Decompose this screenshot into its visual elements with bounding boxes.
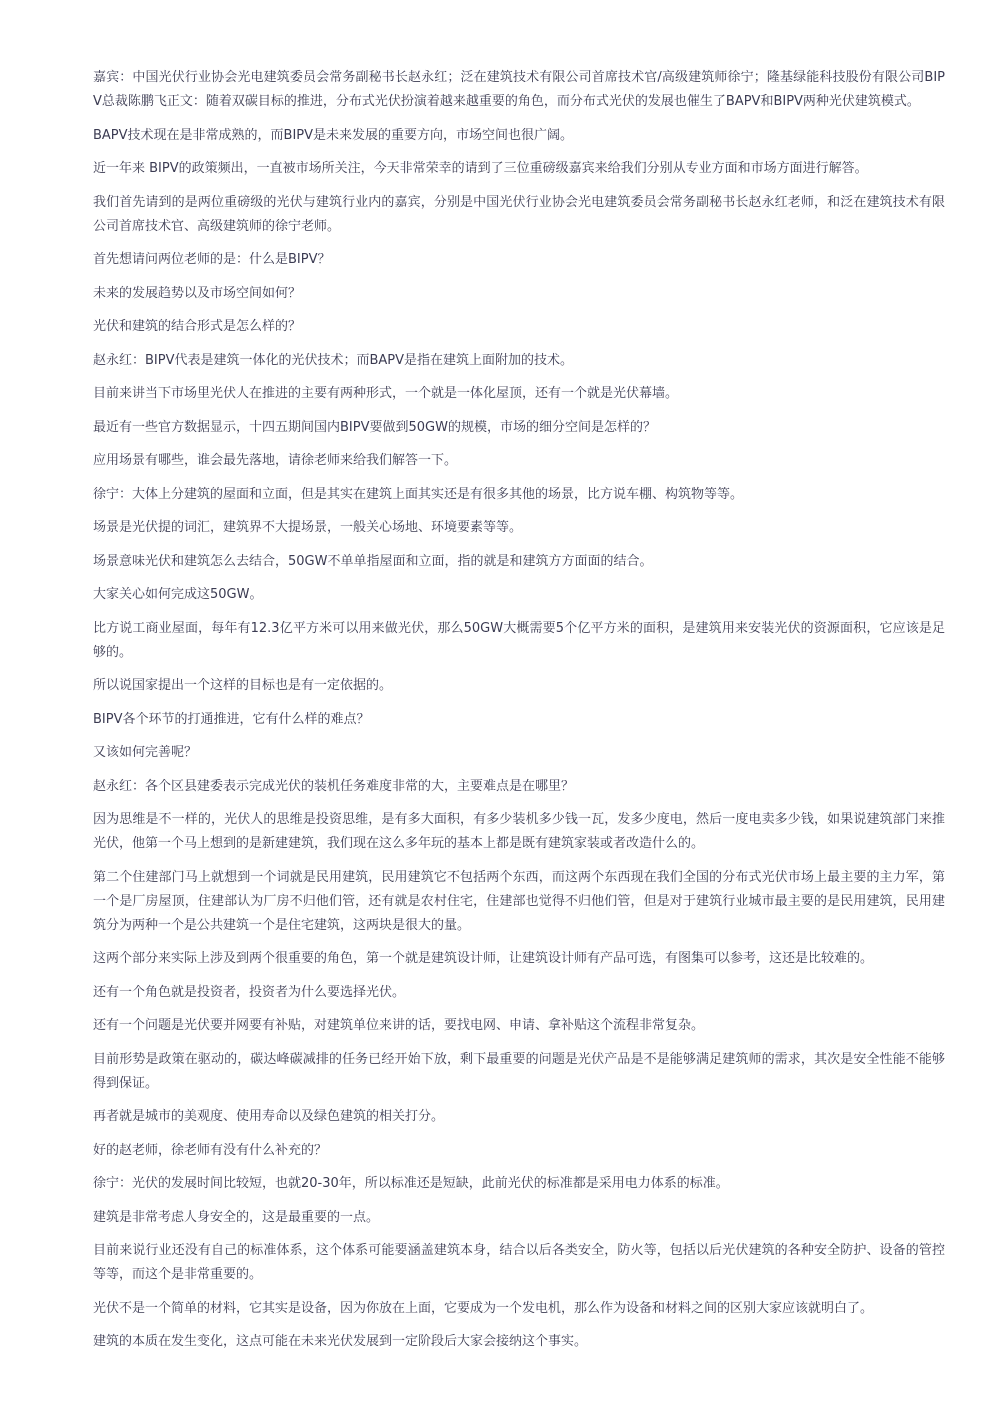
paragraph: 建筑的本质在发生变化，这点可能在未来光伏发展到一定阶段后大家会接纳这个事实。 <box>93 1334 588 1349</box>
paragraph: 还有一个角色就是投资者，投资者为什么要选择光伏。 <box>93 984 406 1000</box>
paragraph: 场景意味光伏和建筑怎么去结合，50GW不单单指屋面和立面，指的就是和建筑方方面面的结合。 <box>93 553 653 569</box>
paragraph: BIPV各个环节的打通推进，它有什么样的难点？ <box>93 711 370 727</box>
paragraph: 应用场景有哪些，谁会最先落地，请徐老师来给我们解答一下。 <box>93 453 458 468</box>
paragraph: 第二个住建部门马上就想到一个词就是民用建筑，民用建筑它不包括两个东西，而这两个东西现在我们全国的分布式光伏市场上最主要的主力军，第一个是厂房屋顶，住建部认为厂房不归他们管，还有就是农村住宅，住建部也觉得不归他们管，但是对于建筑行业城市最主要的是民用建筑，民用建筑分为两种一个是公共建筑一个是住宅建筑，这两块是很大的量。 <box>93 869 945 933</box>
paragraph: 最近有一些官方数据显示，十四五期间国内BIPV要做到50GW的规模，市场的细分空间是怎样的？ <box>93 419 656 435</box>
paragraph-guests: 嘉宾：中国光伏行业协会光电建筑委员会常务副秘书长赵永红；泛在建筑技术有限公司首席技术官/高级建筑师徐宁；隆基绿能科技股份有限公司BIPV总裁陈鹏飞正文：随着双碳目标的推进，分布式光伏扮演着越来越重要的角色，而分布式光伏的发展也催生了BAPV和BIPV两种光伏建筑模式。 <box>93 70 945 109</box>
paragraph: BAPV技术现在是非常成熟的，而BIPV是未来发展的重要方向，市场空间也很广阔。 <box>93 127 574 143</box>
paragraph: 我们首先请到的是两位重磅级的光伏与建筑行业内的嘉宾，分别是中国光伏行业协会光电建筑委员会常务副秘书长赵永红老师，和泛在建筑技术有限公司首席技术官、高级建筑师的徐宁老师。 <box>93 194 945 234</box>
paragraph: 还有一个问题是光伏要并网要有补贴，对建筑单位来讲的话，要找电网、申请、拿补贴这个流程非常复杂。 <box>93 1018 705 1033</box>
paragraph: 场景是光伏提的词汇，建筑界不大提场景，一般关心场地、环境要素等等。 <box>93 520 523 535</box>
paragraph: 光伏不是一个简单的材料，它其实是设备，因为你放在上面，它要成为一个发电机，那么作为设备和材料之间的区别大家应该就明白了。 <box>93 1300 874 1316</box>
paragraph: 因为思维是不一样的，光伏人的思维是投资思维，是有多大面积，有多少装机多少钱一瓦，发多少度电，然后一度电卖多少钱，如果说建筑部门来推光伏，他第一个马上想到的是新建建筑，我们现在这么多年玩的基本上都是既有建筑家装或者改造什么的。 <box>93 812 945 851</box>
paragraph: 再者就是城市的美观度、使用寿命以及绿色建筑的相关打分。 <box>93 1109 445 1124</box>
paragraph: 赵永红：各个区县建委表示完成光伏的装机任务难度非常的大，主要难点是在哪里？ <box>93 778 575 794</box>
paragraph: 光伏和建筑的结合形式是怎么样的？ <box>93 319 302 334</box>
paragraph: 首先想请问两位老师的是：什么是BIPV？ <box>93 252 331 267</box>
paragraph: 比方说工商业屋面，每年有12.3亿平方米可以用来做光伏，那么50GW大概需要5个亿平方米的面积，是建筑用来安装光伏的资源面积，它应该是足够的。 <box>93 620 945 660</box>
paragraph: 徐宁：光伏的发展时间比较短，也就20-30年，所以标准还是短缺，此前光伏的标准都是采用电力体系的标准。 <box>93 1176 729 1191</box>
paragraph: 目前来说行业还没有自己的标准体系，这个体系可能要涵盖建筑本身，结合以后各类安全，防火等，包括以后光伏建筑的各种安全防护、设备的管控等等，而这个是非常重要的。 <box>93 1243 945 1282</box>
paragraph: 赵永红：BIPV代表是建筑一体化的光伏技术；而BAPV是指在建筑上面附加的技术。 <box>93 352 574 368</box>
paragraph: 建筑是非常考虑人身安全的，这是最重要的一点。 <box>93 1209 380 1225</box>
paragraph: 大家关心如何完成这50GW。 <box>93 587 263 602</box>
paragraph: 未来的发展趋势以及市场空间如何？ <box>93 285 302 301</box>
paragraph: 徐宁：大体上分建筑的屋面和立面，但是其实在建筑上面其实还是有很多其他的场景，比方说车棚、构筑物等等。 <box>93 486 744 502</box>
paragraph: 目前来讲当下市场里光伏人在推进的主要有两种形式，一个就是一体化屋顶，还有一个就是光伏幕墙。 <box>93 386 679 401</box>
document-body <box>93 66 945 1364</box>
paragraph: 又该如何完善呢？ <box>93 745 198 760</box>
paragraph: 目前形势是政策在驱动的，碳达峰碳减排的任务已经开始下放，剩下最重要的问题是光伏产品是不是能够满足建筑师的需求，其次是安全性能不能够得到保证。 <box>93 1051 945 1091</box>
paragraph: 近一年来 BIPV的政策频出，一直被市场所关注，今天非常荣幸的请到了三位重磅级嘉宾来给我们分别从专业方面和市场方面进行解答。 <box>93 161 868 176</box>
paragraph: 好的赵老师，徐老师有没有什么补充的？ <box>93 1142 328 1158</box>
paragraph: 所以说国家提出一个这样的目标也是有一定依据的。 <box>93 678 393 693</box>
paragraph: 这两个部分来实际上涉及到两个很重要的角色，第一个就是建筑设计师，让建筑设计师有产品可选，有图集可以参考，这还是比较难的。 <box>93 951 874 966</box>
